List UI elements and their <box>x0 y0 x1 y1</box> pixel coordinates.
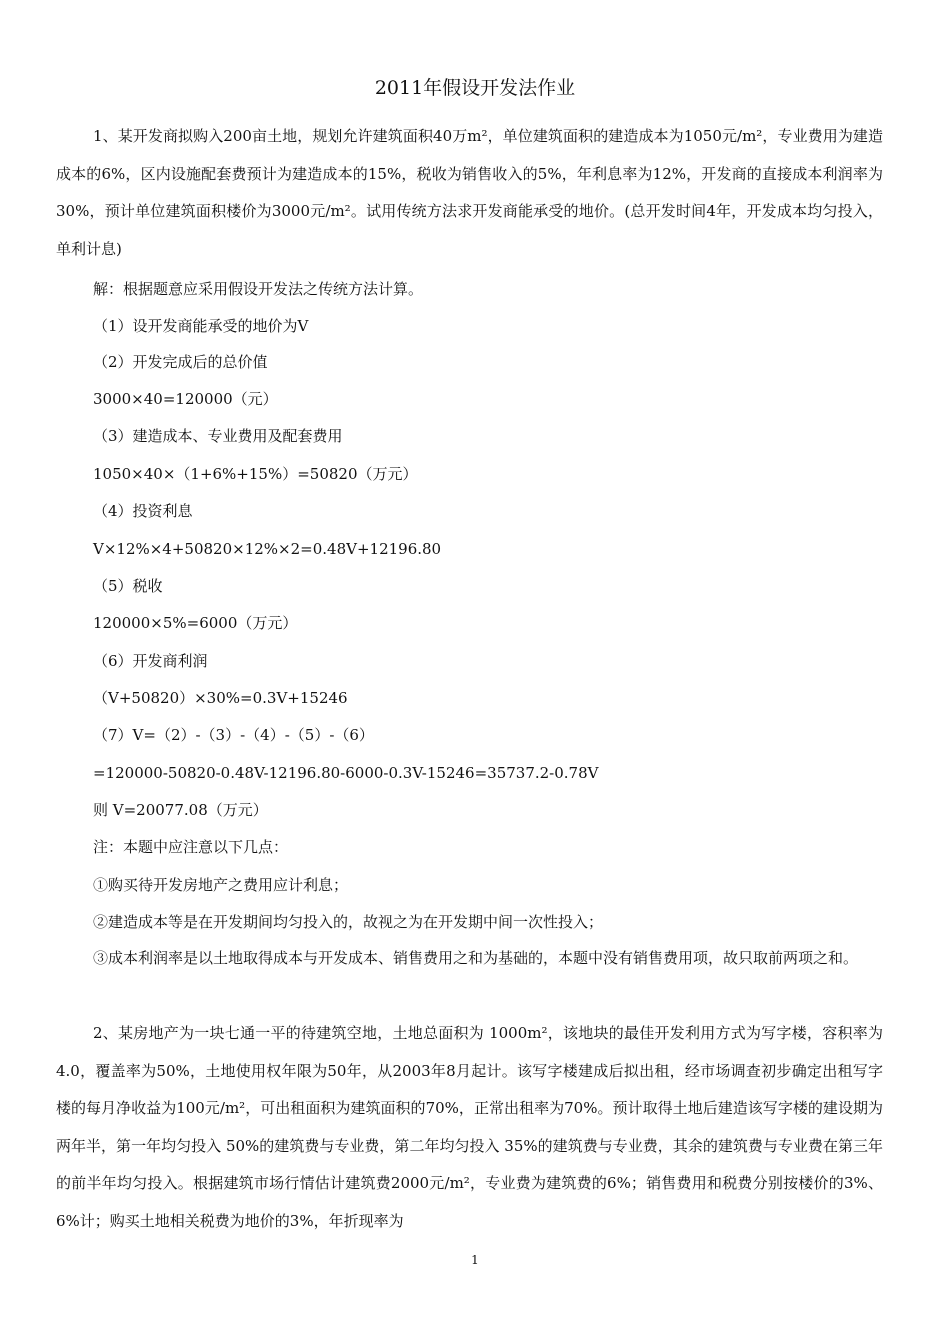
solution-line: 1050×40×（1+6%+15%）=50820（万元） <box>93 465 418 483</box>
solution-line: =120000-50820-0.48V-12196.80-6000-0.3V-15246=35737.2-0.78V <box>93 764 599 782</box>
solution-line: （4）投资利息 <box>93 502 193 520</box>
solution-line: ①购买待开发房地产之费用应计利息； <box>93 876 349 894</box>
solution-line: （6）开发商利润 <box>93 652 208 670</box>
problem-1-text: 1、某开发商拟购入200亩土地，规划允许建筑面积40万m²，单位建筑面积的建造成本为1050元/m²，专业费用为建造成本的6%，区内设施配套费预计为建造成本的15%，税收为销售收入的5%，年利息率为12%，开发商的直接成本利润率为30%，预计单位建筑面积楼价为3000元/m²。试用传统方法求开发商能承受的地价。(总开发时间4年，开发成本均匀投入，单利计息) <box>56 127 883 258</box>
problem-2-text: 2、某房地产为一块七通一平的待建筑空地，土地总面积为 1000m²，该地块的最佳开发利用方式为写字楼，容积率为4.0，覆盖率为50%，土地使用权年限为50年，从2003年8月起计。该写字楼建成后拟出租，经市场调查初步确定出租写字楼的每月净收益为100元/m²，可出租面积为建筑面积的70%，正常出租率为70%。预计取得土地后建造该写字楼的建设期为两年半，第一年均匀投入 50%的建筑费与专业费，第二年均匀投入 35%的建筑费与专业费，其余的建筑费与专业费在第三年的前半年均匀投入。根据建筑市场行情估计建筑费2000元/m²，专业费为建筑费的6%；销售费用和税费分别按楼价的3%、6%计；购买土地相关税费为地价的3%，年折现率为 <box>56 1024 883 1230</box>
solution-line: 注：本题中应注意以下几点： <box>93 838 289 856</box>
solution-line: 3000×40=120000（元） <box>93 390 278 408</box>
solution-line: （V+50820）×30%=0.3V+15246 <box>93 689 348 707</box>
solution-line: ②建造成本等是在开发期间均匀投入的，故视之为在开发期中间一次性投入； <box>93 913 604 931</box>
solution-line: V×12%×4+50820×12%×2=0.48V+12196.80 <box>93 540 442 558</box>
solution-line: （7）V=（2）-（3）-（4）-（5）-（6） <box>93 726 374 744</box>
solution-line: （5）税收 <box>93 577 163 595</box>
note-3-text: ③成本利润率是以土地取得成本与开发成本、销售费用之和为基础的，本题中没有销售费用项，故只取前两项之和。 <box>93 949 859 967</box>
page-number: 1 <box>471 1253 479 1267</box>
solution-line: （3）建造成本、专业费用及配套费用 <box>93 427 343 445</box>
solution-line: 则 V=20077.08（万元） <box>93 801 268 819</box>
solution-line: （1）设开发商能承受的地价为V <box>93 317 309 335</box>
solution-line: 120000×5%=6000（万元） <box>93 614 298 632</box>
solution-line: 解：根据题意应采用假设开发法之传统方法计算。 <box>93 280 424 298</box>
page-title: 2011年假设开发法作业 <box>374 77 576 99</box>
solution-line: （2）开发完成后的总价值 <box>93 353 268 371</box>
